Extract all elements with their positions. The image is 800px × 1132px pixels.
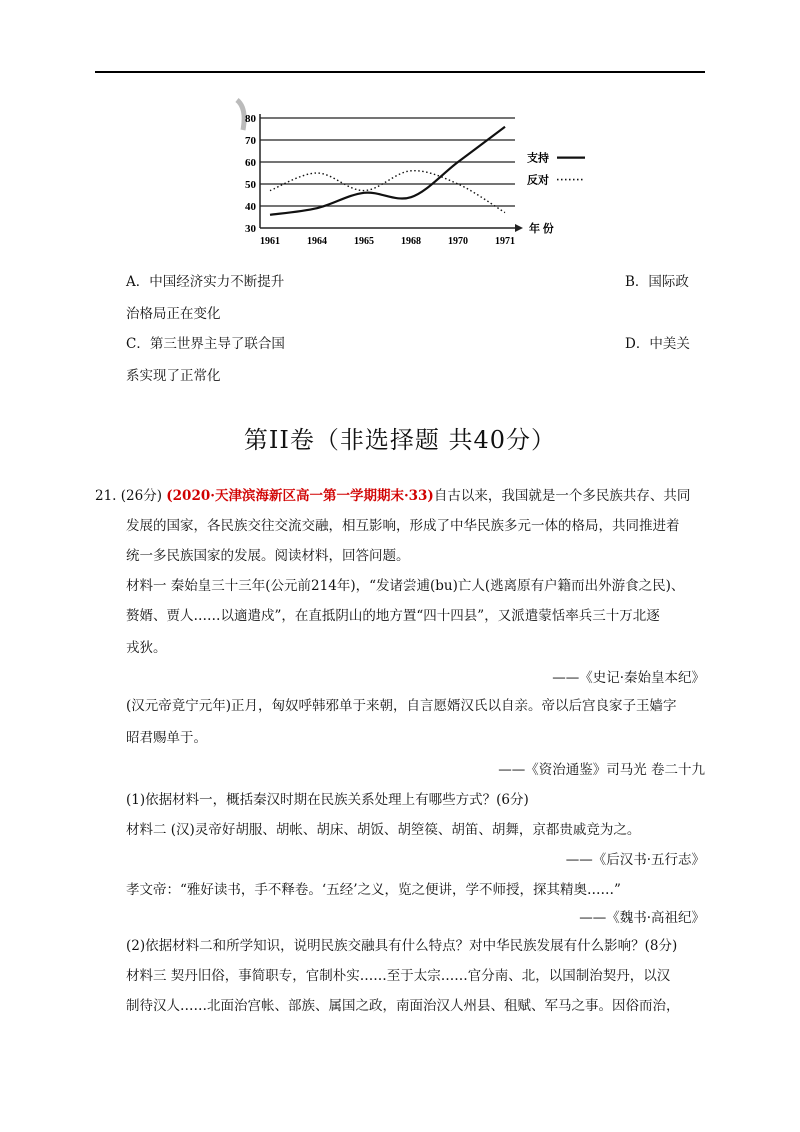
option-d-label[interactable]: D．中美关 <box>625 336 690 352</box>
option-a-line1[interactable]: A．中国经济实力不断提升 <box>126 274 285 290</box>
question-source: (2020·天津滨海新区高一第一学期期末·33) <box>166 488 434 504</box>
question-intro-1: 自古以来，我国就是一个多民族共存、共同 <box>433 488 691 504</box>
sub-question-1: (1)依据材料一，概括秦汉时期在民族关系处理上有哪些方式？(6分) <box>126 792 529 808</box>
option-c-line2: 系实现了正常化 <box>126 368 221 384</box>
y-tick-label-40: 40 <box>245 201 256 213</box>
x-tick-label-1965: 1965 <box>354 236 374 247</box>
x-axis-arrow <box>515 224 523 232</box>
x-axis-title: 年 份 <box>529 223 554 235</box>
x-tick-label-1968: 1968 <box>401 236 421 247</box>
y-tick-label-70: 70 <box>245 135 256 147</box>
support-oppose-line-chart <box>225 90 595 250</box>
material-2-source-2: ——《魏书·高祖纪》 <box>579 910 705 926</box>
sub-question-2: (2)依据材料二和所学知识，说明民族交融具有什么特点？对中华民族发展有什么影响？(8分) <box>126 938 678 954</box>
option-c-line1[interactable]: C．第三世界主导了联合国 <box>126 336 285 352</box>
material-3-line2: 制待汉人……北面治宫帐、部族、属国之政，南面治汉人州县、租赋、军马之事。因俗而治， <box>126 998 680 1014</box>
x-tick-label-1961: 1961 <box>260 236 280 247</box>
question-number: 21. (26分) <box>95 488 162 504</box>
x-tick-label-1964: 1964 <box>307 236 327 247</box>
material-2-source-1: ——《后汉书·五行志》 <box>565 852 705 868</box>
question-21-header <box>95 486 690 506</box>
x-tick-label-1971: 1971 <box>495 236 515 247</box>
material-3-line1: 材料三 契丹旧俗，事简职专，官制朴实……至于太宗……官分南、北，以国制治契丹，以汉 <box>126 968 671 984</box>
y-tick-label-50: 50 <box>245 179 256 191</box>
legend-label-1: 反对 <box>527 174 549 187</box>
question-intro-3: 统一多民族国家的发展。阅读材料，回答问题。 <box>126 548 410 564</box>
x-tick-label-1970: 1970 <box>448 236 468 247</box>
question-intro-2: 发展的国家，各民族交往交流交融，相互影响，形成了中华民族多元一体的格局，共同推进着 <box>126 518 680 534</box>
material-1b-line2: 昭君赐单于。 <box>126 730 207 746</box>
material-1-line3: 戎狄。 <box>126 640 167 656</box>
y-tick-label-30: 30 <box>245 223 256 235</box>
option-a-line2: 治格局正在变化 <box>126 306 221 322</box>
material-2b-line1: 孝文帝：“雅好读书，手不释卷。‘五经’之义，览之便讲，学不师授，探其精奥……” <box>126 882 621 898</box>
material-1-source-2: ——《资治通鉴》司马光 卷二十九 <box>498 762 705 778</box>
scan-artifact-mark <box>237 100 244 130</box>
material-1-line1: 材料一 秦始皇三十三年(公元前214年)，“发诸尝逋(bu)亡人(逃离原有户籍而出外游食之民)、 <box>126 578 685 594</box>
legend-label-0: 支持 <box>527 152 549 165</box>
section-title: 第II卷（非选择题 共40分） <box>243 426 557 454</box>
y-tick-label-80: 80 <box>245 113 256 125</box>
material-2-line1: 材料二 (汉)灵帝好胡服、胡帐、胡床、胡饭、胡箜篌、胡笛、胡舞，京都贵戚竞为之。 <box>126 822 641 838</box>
material-1-line2: 赘婿、贾人……以適遣戍”，在直抵阴山的地方置“四十四县”，又派遣蒙恬率兵三十万北逐 <box>126 608 660 624</box>
material-1b-line1: (汉元帝竟宁元年)正月，匈奴呼韩邪单于来朝，自言愿婿汉氏以自亲。帝以后宫良家子王嫱字 <box>126 698 677 714</box>
header-rule <box>95 71 705 73</box>
option-b-label[interactable]: B．国际政 <box>625 274 689 290</box>
y-tick-label-60: 60 <box>245 157 256 169</box>
material-1-source-1: ——《史记·秦始皇本纪》 <box>552 670 705 686</box>
